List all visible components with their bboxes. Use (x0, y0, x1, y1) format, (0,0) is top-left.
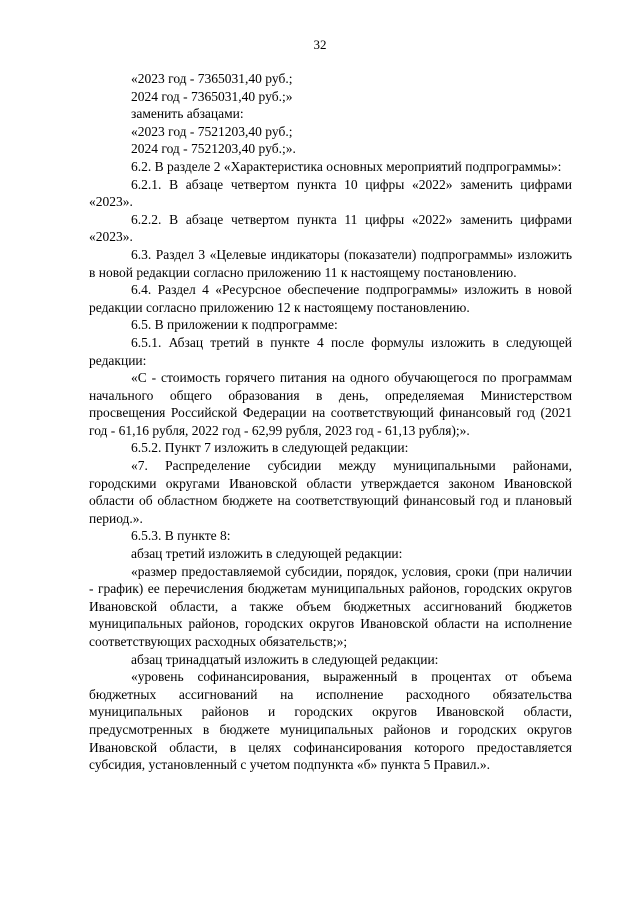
paragraph: 6.2.2. В абзаце четвертом пункта 11 цифры «2022» заменить цифрами «2023». (89, 211, 572, 245)
paragraph: 6.2.1. В абзаце четвертом пункта 10 цифры «2022» заменить цифрами «2023». (89, 176, 572, 210)
paragraph: 6.3. Раздел 3 «Целевые индикаторы (показатели) подпрограммы» изложить в новой редакции согласно приложению 11 к настоящему постановлению. (89, 246, 572, 280)
paragraph: «уровень софинансирования, выраженный в процентах от объема бюджетных ассигнований на исполнение расходного обязательства муниципальных районов и городских округов Ивановской области, предусмотренных в бюджете муниципальных районов и городских округов Ивановской области, в целях софинансирования которого предоставляется субсидия, установленный с учетом подпункта «б» пункта 5 Правил.». (89, 669, 572, 773)
paragraph: 6.2. В разделе 2 «Характеристика основных мероприятий подпрограммы»: (131, 158, 562, 174)
paragraph: «7. Распределение субсидии между муниципальными районами, городскими округами Ивановской области утверждается законом Ивановской области об областном бюджете на соответствующий финансовый год и плановый период.». (89, 458, 572, 526)
paragraph: абзац третий изложить в следующей редакции: (131, 546, 403, 562)
paragraph: 6.4. Раздел 4 «Ресурсное обеспечение подпрограммы» изложить в новой редакции согласно приложению 12 к настоящему постановлению. (89, 282, 572, 315)
paragraph: 2024 год - 7365031,40 руб.;» (131, 88, 293, 104)
paragraph: заменить абзацами: (131, 106, 244, 122)
paragraph: 6.5.1. Абзац третий в пункте 4 после формулы изложить в следующей редакции: (89, 334, 572, 368)
page-number: 32 (313, 37, 327, 52)
paragraph: 6.5. В приложении к подпрограмме: (131, 317, 338, 333)
paragraph: «С - стоимость горячего питания на одного обучающегося по программам начального общего образования в день, определяемая Министерством просвещения Российской Федерации на соответствующий финансовый год (2021 год - 61,16 рубля, 2022 год - 62,99 рубля, 2023 год - 61,13 рубля);». (89, 370, 572, 438)
paragraph: абзац тринадцатый изложить в следующей редакции: (131, 651, 439, 667)
paragraph: «2023 год - 7521203,40 руб.; (131, 123, 293, 139)
paragraph: 2024 год - 7521203,40 руб.;». (131, 141, 296, 157)
paragraph: 6.5.2. Пункт 7 изложить в следующей редакции: (131, 440, 409, 456)
paragraph: «размер предоставляемой субсидии, порядок, условия, сроки (при наличии - график) ее перечисления бюджетам муниципальных районов, городских округов Ивановской области, а также объем бюджетных ассигнований бюджетов муниципальных районов, городских округов Ивановской области на исполнение соответствующих расходных обязательств;»; (89, 563, 572, 649)
document-body (89, 70, 572, 774)
paragraph: 6.5.3. В пункте 8: (131, 528, 231, 544)
paragraph: «2023 год - 7365031,40 руб.; (131, 71, 293, 86)
